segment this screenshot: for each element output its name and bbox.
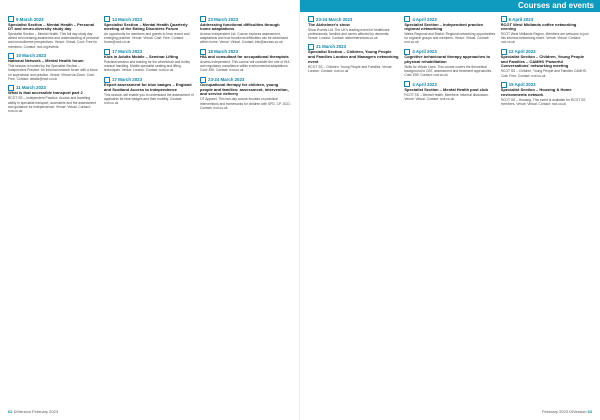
left-columns bbox=[8, 16, 291, 402]
event-title: Kids in Adults Mobile – Seminar Lifting bbox=[104, 54, 179, 60]
event-date: 10 March 2023 bbox=[16, 53, 47, 59]
event-listing bbox=[308, 44, 399, 73]
event-title: RCOT West Midlands coffee networking evening bbox=[500, 21, 577, 32]
event-title: National Network – Mental Health forum bbox=[8, 58, 84, 64]
event-title: What is that accessible transport part 2 bbox=[8, 90, 83, 96]
event-date: 14 March 2023 bbox=[112, 16, 143, 22]
event-date: 6 April 2023 bbox=[508, 16, 534, 22]
page-footer-left bbox=[8, 409, 58, 414]
event-listing bbox=[200, 49, 291, 73]
event-date: 18 March 2023 bbox=[208, 49, 239, 55]
event-listing bbox=[8, 53, 99, 81]
event-date: 23-24 March 2023 bbox=[316, 16, 353, 22]
event-title: Cognitive behavioural therapy approaches to physical rehabilitation bbox=[404, 54, 491, 64]
event-description: Show Events Ltd. The UK's leading event for healthcare professionals, families and carers affected by dementia. Venue: London. Contact: alzheimersshow.co.uk bbox=[308, 27, 390, 40]
event-description: An opportunity for members and guests to hear recent and emerging practice. Venue: Virtual. Cost: Free. Contact: forum@rcot.co.uk bbox=[104, 32, 190, 45]
event-listing bbox=[501, 16, 592, 45]
column bbox=[104, 16, 195, 402]
event-title: Specialist Section – Mental Health post club bbox=[404, 86, 488, 92]
right-columns bbox=[308, 16, 592, 402]
event-listing bbox=[8, 85, 99, 113]
event-listing bbox=[404, 81, 495, 101]
event-date: 31 March 2023 bbox=[316, 44, 347, 50]
event-title: The Alzheimer's show bbox=[308, 21, 350, 27]
event-description: RCOT SS – Children, Young People and Families CAMHS. Cost: Free. Contact: rcot.co.uk bbox=[500, 69, 587, 78]
event-title: Specialist Section – Mental Health – Personal DT and neuro-diversity study day bbox=[8, 21, 95, 32]
event-description: OT Apparel. This two day course focuses on practical interventions and frameworks for children with SPD, CP, DCD. Contact: rcot.co.uk bbox=[200, 97, 291, 110]
event-title: Specialist Section – Housing & Home environments network bbox=[500, 87, 572, 97]
footer-text: DIVersion February 2023 bbox=[13, 409, 59, 414]
event-date: 9 March 2023 bbox=[16, 16, 44, 22]
event-title: Expert assessment for blue badges – England and Scotland Access to Independence bbox=[104, 82, 192, 92]
event-description: Skills for Whole Lives. This course covers the theoretical background to CBT, assessment and treatment approaches. Cost: £99. Contact: rcot.co.uk bbox=[404, 64, 493, 78]
event-description: This session is hosted by the Specialist Section – Independent Practice. An informal network forum with a focus on supervision and practice. Venue: Virtual via Zoom. Cost: Free. Contact: details@rcot.co.uk bbox=[8, 64, 98, 81]
page-number: 63 bbox=[587, 409, 592, 414]
section-title: Courses and events bbox=[517, 1, 594, 10]
event-listing bbox=[104, 49, 195, 73]
event-title: Specialist Section – Independent practice regional networking bbox=[404, 21, 484, 32]
event-listing bbox=[104, 77, 195, 106]
right-page bbox=[300, 0, 600, 420]
event-description: RCOT SS – Mental Health. Members' informal discussion. Venue: Virtual. Contact: rcot.co.uk bbox=[404, 92, 489, 101]
event-description: Access Independent. This course will consider the role of HIA and regulatory compliance within environmental adaptations. Cost: £90. Contact: rcot.co.uk bbox=[200, 60, 290, 73]
section-banner bbox=[300, 0, 600, 12]
event-date: 23-24 March 2023 bbox=[208, 77, 245, 83]
event-listing bbox=[501, 49, 592, 78]
event-listing bbox=[200, 16, 291, 45]
event-listing bbox=[308, 16, 399, 40]
event-description: RCOT SS – Children, Young People and Families. Venue: London. Contact: rcot.co.uk bbox=[308, 64, 393, 73]
event-listing bbox=[8, 16, 99, 49]
event-description: Specialist Section – Mental Health. This full day study day aimed at increasing awareness and understanding of personal and neurodiverse perspectives. Venue: Virtual. Cost: Free for members. Contact: rcot.org/events bbox=[8, 32, 99, 49]
event-title: HIA and consultant for occupational therapists bbox=[200, 54, 289, 60]
event-listing bbox=[104, 16, 195, 45]
event-listing bbox=[404, 49, 495, 78]
event-listing bbox=[200, 77, 291, 110]
event-title: Addressing functional difficulties through home adaptations bbox=[200, 21, 280, 32]
event-date: 4 April 2023 bbox=[412, 16, 437, 22]
event-date: 4 April 2023 bbox=[412, 81, 437, 87]
event-description: Wales Regional and Bristol. Regional networking opportunities for regional groups and members. Venue: Virtual. Contact: rcot.co.uk bbox=[404, 32, 496, 45]
event-description: Access Independent Ltd. Course explores assessment, adaptations and how functional difficulties can be addressed within home. Venue: Virtual. Contact: info@access.co.uk bbox=[200, 32, 288, 45]
event-description: This session will enable you to understand the assessment of applicants for blue badges and their mobility. Contact: rcot.co.uk bbox=[104, 92, 194, 105]
column bbox=[308, 16, 399, 402]
event-listing bbox=[404, 16, 495, 45]
page-footer-right bbox=[542, 409, 592, 414]
event-title: Specialist Section – Mental Health Quarterly meeting of the Eating Disorders Forum bbox=[104, 21, 188, 32]
event-title: Occupational therapy for children, young people and families: assessment, intervention, and service delivery bbox=[200, 82, 289, 97]
event-description: RCOT SS – Housing. This event is available for RCOT SS members. Venue: Virtual. Contact: rcot.co.uk bbox=[500, 97, 586, 106]
column bbox=[404, 16, 495, 402]
event-description: Practical session and training for the wheelchair and trolley manual handling. Mobile specialist seating and lifting techniques. Venue: London. Contact: rcot.co.uk bbox=[104, 60, 190, 73]
event-description: RCOT West Midlands Region. Members are welcome to join this informal networking event. Venue: Virtual. Contact: rcot.co.uk bbox=[500, 32, 589, 45]
column bbox=[200, 16, 291, 402]
event-date: 19 April 2023 bbox=[508, 82, 536, 88]
page-number: 62 bbox=[8, 409, 13, 414]
event-date: 23 March 2023 bbox=[208, 16, 239, 22]
column bbox=[8, 16, 99, 402]
column bbox=[501, 16, 592, 402]
event-listing bbox=[501, 82, 592, 106]
event-date: 12 April 2023 bbox=[508, 49, 536, 55]
event-date: 17 March 2023 bbox=[112, 77, 143, 83]
event-title: Specialist Section – Children, Young People and Families – CAMHS 'Powerful Conversations' networking meeting bbox=[500, 54, 585, 69]
event-date: 17 March 2023 bbox=[112, 49, 143, 55]
event-date: 4 April 2023 bbox=[412, 49, 437, 55]
event-date: 11 March 2023 bbox=[16, 85, 46, 91]
footer-text: February 2023 DIVersion bbox=[541, 409, 587, 414]
event-title: Specialist Section – Children, Young People and Families London and Managers networking event bbox=[308, 49, 399, 64]
event-description: RCOT SS – Independent Practice. Access and travelling ability in specialist transport, accessible and the assessment and guidance for independence. Venue: Virtual. Contact: rcot.co.uk bbox=[8, 96, 96, 113]
